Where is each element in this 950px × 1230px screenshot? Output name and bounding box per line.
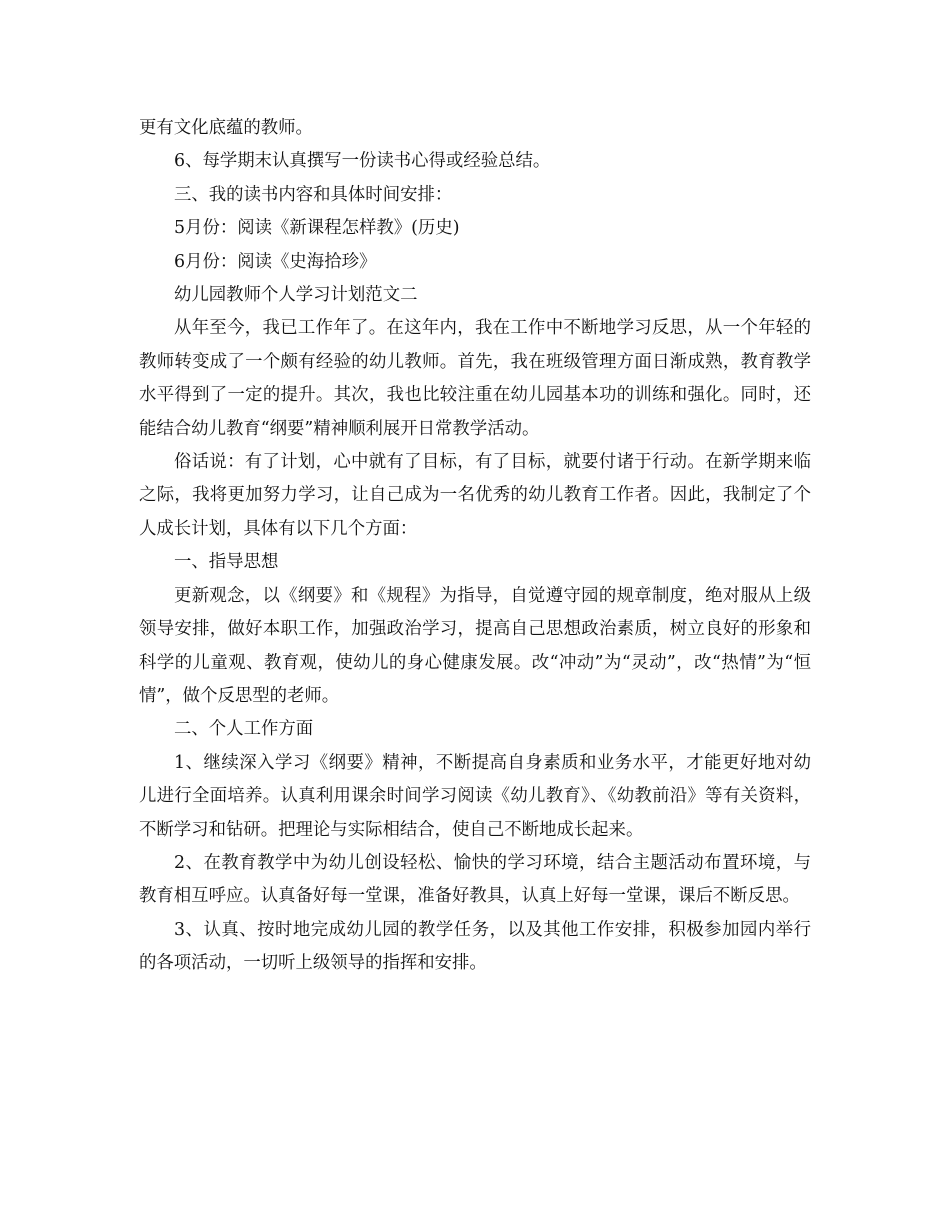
section-heading-reading-schedule: 三、我的读书内容和具体时间安排： xyxy=(174,184,453,205)
article-title-sample-two: 幼儿园教师个人学习计划范文二 xyxy=(174,285,418,306)
schedule-may: 5月份：阅读《新课程怎样教》(历史) xyxy=(174,218,460,239)
paragraph-intro: 从年至今，我已工作年了。在这年内，我在工作中不断地学习反思，从一个年轻的教师转变成了一个颇有经验的幼儿教师。首先，我在班级管理方面日渐成熟，教育教学水平得到了一定的提升。其次，我也比较注重在幼儿园基本功的训练和强化。同时，还能结合幼儿教育“纲要”精神顺利展开日常教学活动。 xyxy=(139,318,811,439)
paragraph-guiding-thought: 更新观念，以《纲要》和《规程》为指导，自觉遵守园的规章制度，绝对服从上级领导安排，做好本职工作，加强政治学习，提高自己思想政治素质，树立良好的形象和科学的儿童观、教育观，使幼儿的身心健康发展。改“冲动”为“灵动”，改“热情”为“恒情”，做个反思型的老师。 xyxy=(139,585,811,706)
schedule-june: 6月份：阅读《史海拾珍》 xyxy=(174,251,377,272)
paragraph-item-6: 6、每学期末认真撰写一份读书心得或经验总结。 xyxy=(174,151,551,172)
section-heading-guiding-thought: 一、指导思想 xyxy=(174,552,279,573)
paragraph-work-item-2: 2、在教育教学中为幼儿创设轻松、愉快的学习环境，结合主题活动布置环境，与教育相互呼应。认真备好每一堂课，准备好教具，认真上好每一堂课，课后不断反思。 xyxy=(139,852,811,907)
paragraph-saying: 俗话说：有了计划，心中就有了目标，有了目标，就要付诸于行动。在新学期来临之际，我将更加努力学习，让自己成为一名优秀的幼儿教育工作者。因此，我制定了个人成长计划，具体有以下几个方面： xyxy=(139,452,811,539)
document-body xyxy=(139,112,811,981)
paragraph-continuation: 更有文化底蕴的教师。 xyxy=(139,118,313,138)
section-heading-personal-work: 二、个人工作方面 xyxy=(174,719,314,740)
paragraph-work-item-3: 3、认真、按时地完成幼儿园的教学任务，以及其他工作安排，积极参加园内举行的各项活动，一切听上级领导的指挥和安排。 xyxy=(139,919,811,974)
paragraph-work-item-1: 1、继续深入学习《纲要》精神，不断提高自身素质和业务水平，才能更好地对幼儿进行全面培养。认真利用课余时间学习阅读《幼儿教育》、《幼教前沿》等有关资料，不断学习和钻研。把理论与实际相结合，使自己不断地成长起来。 xyxy=(139,752,811,840)
